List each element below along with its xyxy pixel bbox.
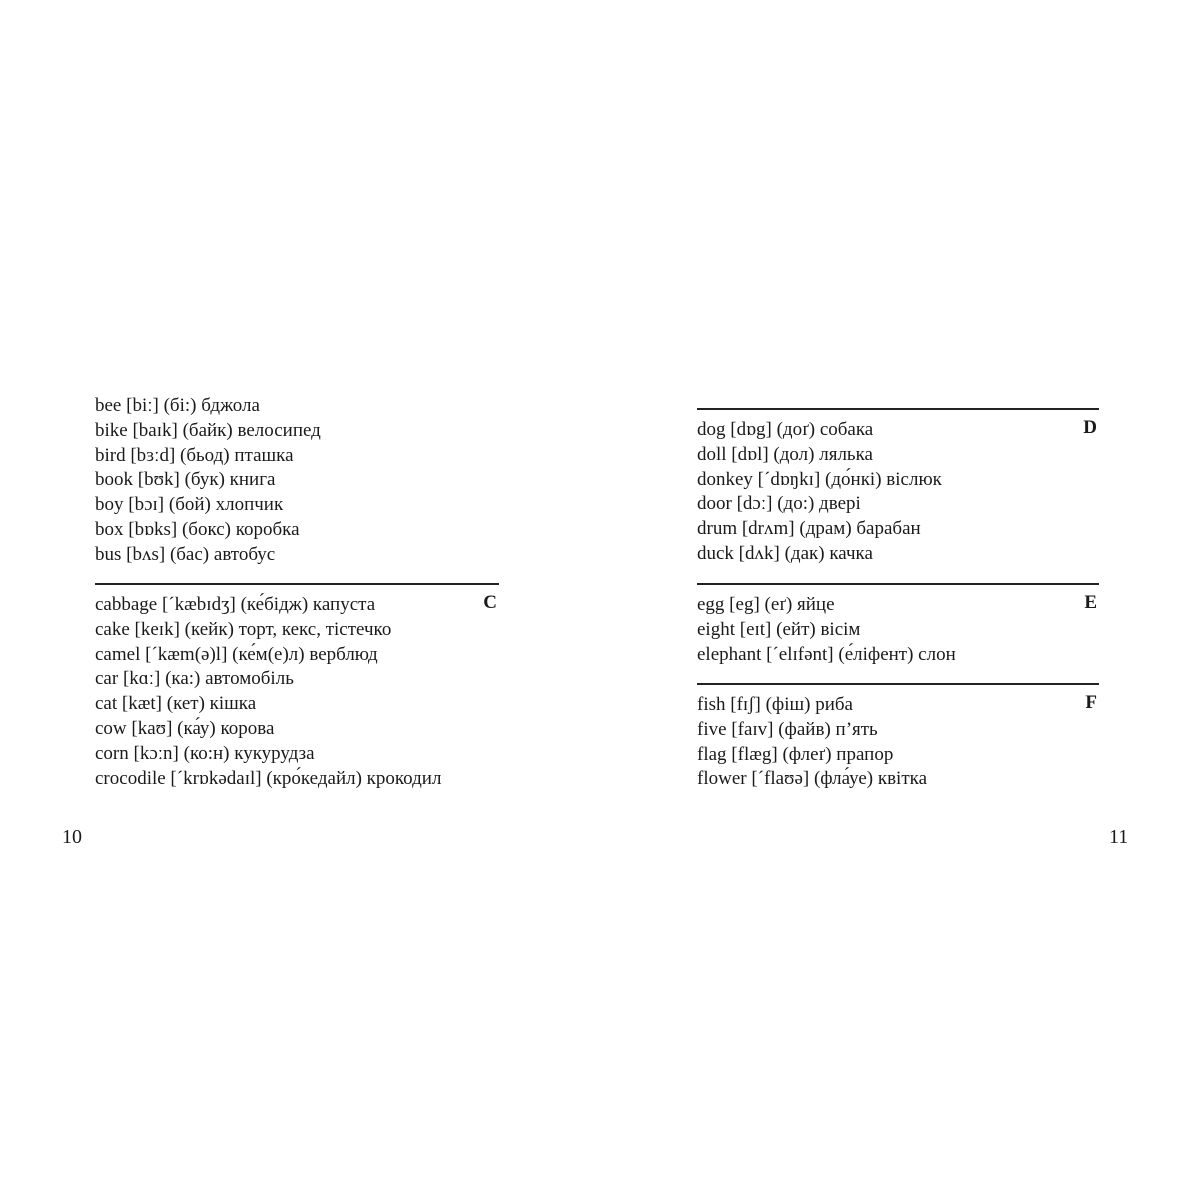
dictionary-entry: flag [flæg] (флеґ) прапор (697, 743, 894, 765)
dictionary-entry: bus [bʌs] (бас) автобус (95, 543, 276, 565)
section-letter: C (483, 592, 497, 613)
dictionary-entry: door [dɔː] (до:) двері (697, 493, 861, 515)
section-c (95, 583, 499, 791)
page-number: 10 (62, 826, 82, 848)
dictionary-entry: dog [dɒg] (доґ) собака (697, 419, 874, 440)
dictionary-entry: cat [kæt] (кет) кішка (95, 693, 257, 715)
dictionary-entry: bike [baɪk] (байк) велосипед (95, 419, 321, 441)
dictionary-entry: elephant [ˊelɪfənt] (е́ліфент) слон (697, 643, 956, 665)
section-b (95, 394, 499, 568)
dictionary-entry: car [kɑː] (ка:) автомобіль (95, 668, 294, 690)
dictionary-entry: egg [eg] (еґ) яйце (697, 594, 835, 615)
dictionary-entry: fish [fɪʃ] (фіш) риба (697, 694, 853, 715)
section-letter: E (1084, 592, 1097, 613)
section-f (697, 683, 1099, 792)
dictionary-entry: bee [biː] (бі:) бджола (95, 395, 260, 416)
page-number: 11 (1109, 826, 1129, 848)
dictionary-entry: flower [ˊflaʊə] (фла́уе) квітка (697, 768, 928, 790)
dictionary-entry: five [faɪv] (файв) п’ять (697, 718, 878, 740)
section-letter: D (1083, 417, 1097, 438)
dictionary-entry: duck [dʌk] (дак) качка (697, 542, 873, 564)
dictionary-entry: drum [drʌm] (драм) барабан (697, 518, 921, 540)
dictionary-entry: cow [kaʊ] (ка́у) корова (95, 717, 275, 739)
dictionary-entry: cake [keɪk] (кейк) торт, кекс, тістечко (95, 618, 392, 640)
dictionary-entry: camel [ˊkæm(ə)l] (ке́м(е)л) верблюд (95, 643, 378, 665)
dictionary-entry: doll [dɒl] (дол) лялька (697, 443, 873, 465)
section-e (697, 583, 1099, 667)
section-d (697, 408, 1099, 567)
dictionary-entry: corn [kɔːn] (ко:н) кукурудза (95, 742, 315, 764)
section-letter: F (1085, 692, 1097, 713)
dictionary-entry: crocodile [ˊkrɒkədaɪl] (кро́кедайл) крокодил (95, 767, 442, 789)
dictionary-entry: eight [eɪt] (ейт) вісім (697, 618, 861, 640)
dictionary-entry: donkey [ˊdɒŋkɪ] (до́нкі) віслюк (697, 468, 942, 490)
dictionary-entry: boy [bɔɪ] (бой) хлопчик (95, 494, 284, 516)
dictionary-entry: cabbage [ˊkæbɪdʒ] (ке́бідж) капуста (95, 594, 376, 615)
dictionary-entry: box [bɒks] (бокс) коробка (95, 518, 300, 540)
dictionary-entry: bird [bɜːd] (бьод) пташка (95, 444, 294, 466)
dictionary-entry: book [bʊk] (бук) книга (95, 469, 276, 491)
right-page (600, 0, 1200, 1200)
